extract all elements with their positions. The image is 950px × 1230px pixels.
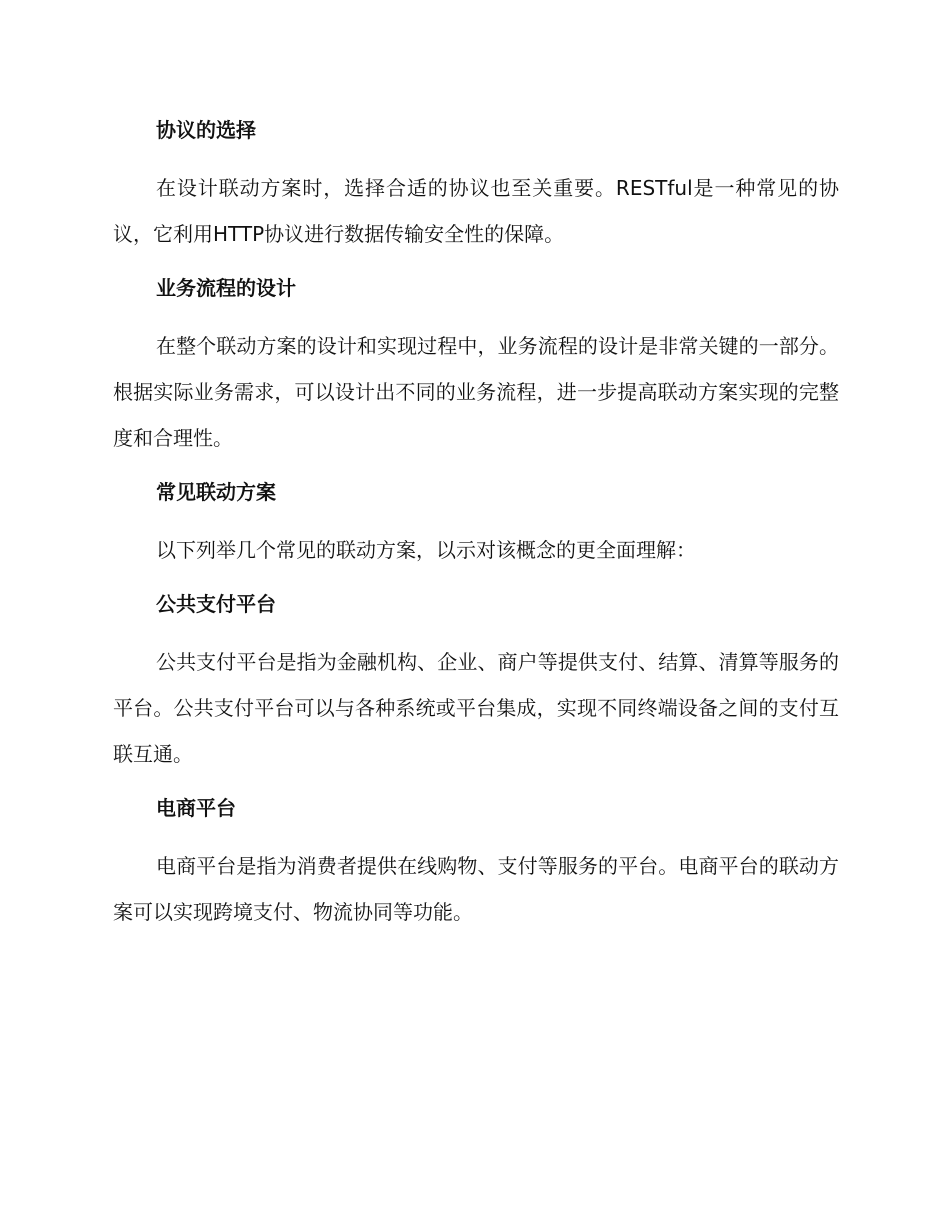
section-paragraph-common-solutions: 以下列举几个常见的联动方案，以示对该概念的更全面理解： bbox=[156, 538, 696, 562]
section-heading-public-payment: 公共支付平台 bbox=[156, 592, 276, 616]
section-heading-workflow: 业务流程的设计 bbox=[156, 276, 296, 300]
document-body bbox=[113, 112, 839, 948]
section-heading-ecommerce: 电商平台 bbox=[156, 796, 236, 820]
section-paragraph-workflow: 在整个联动方案的设计和实现过程中，业务流程的设计是非常关键的一部分。根据实际业务需求，可以设计出不同的业务流程，进一步提高联动方案实现的完整度和合理性。 bbox=[113, 334, 839, 450]
section-heading-protocol: 协议的选择 bbox=[156, 118, 256, 142]
section-paragraph-public-payment: 公共支付平台是指为金融机构、企业、商户等提供支付、结算、清算等服务的平台。公共支付平台可以与各种系统或平台集成，实现不同终端设备之间的支付互联互通。 bbox=[113, 650, 839, 766]
section-heading-common-solutions: 常见联动方案 bbox=[156, 480, 276, 504]
section-paragraph-ecommerce: 电商平台是指为消费者提供在线购物、支付等服务的平台。电商平台的联动方案可以实现跨境支付、物流协同等功能。 bbox=[113, 854, 839, 924]
section-paragraph-protocol: 在设计联动方案时，选择合适的协议也至关重要。RESTful是一种常见的协议，它利用HTTP协议进行数据传输安全性的保障。 bbox=[113, 176, 839, 246]
